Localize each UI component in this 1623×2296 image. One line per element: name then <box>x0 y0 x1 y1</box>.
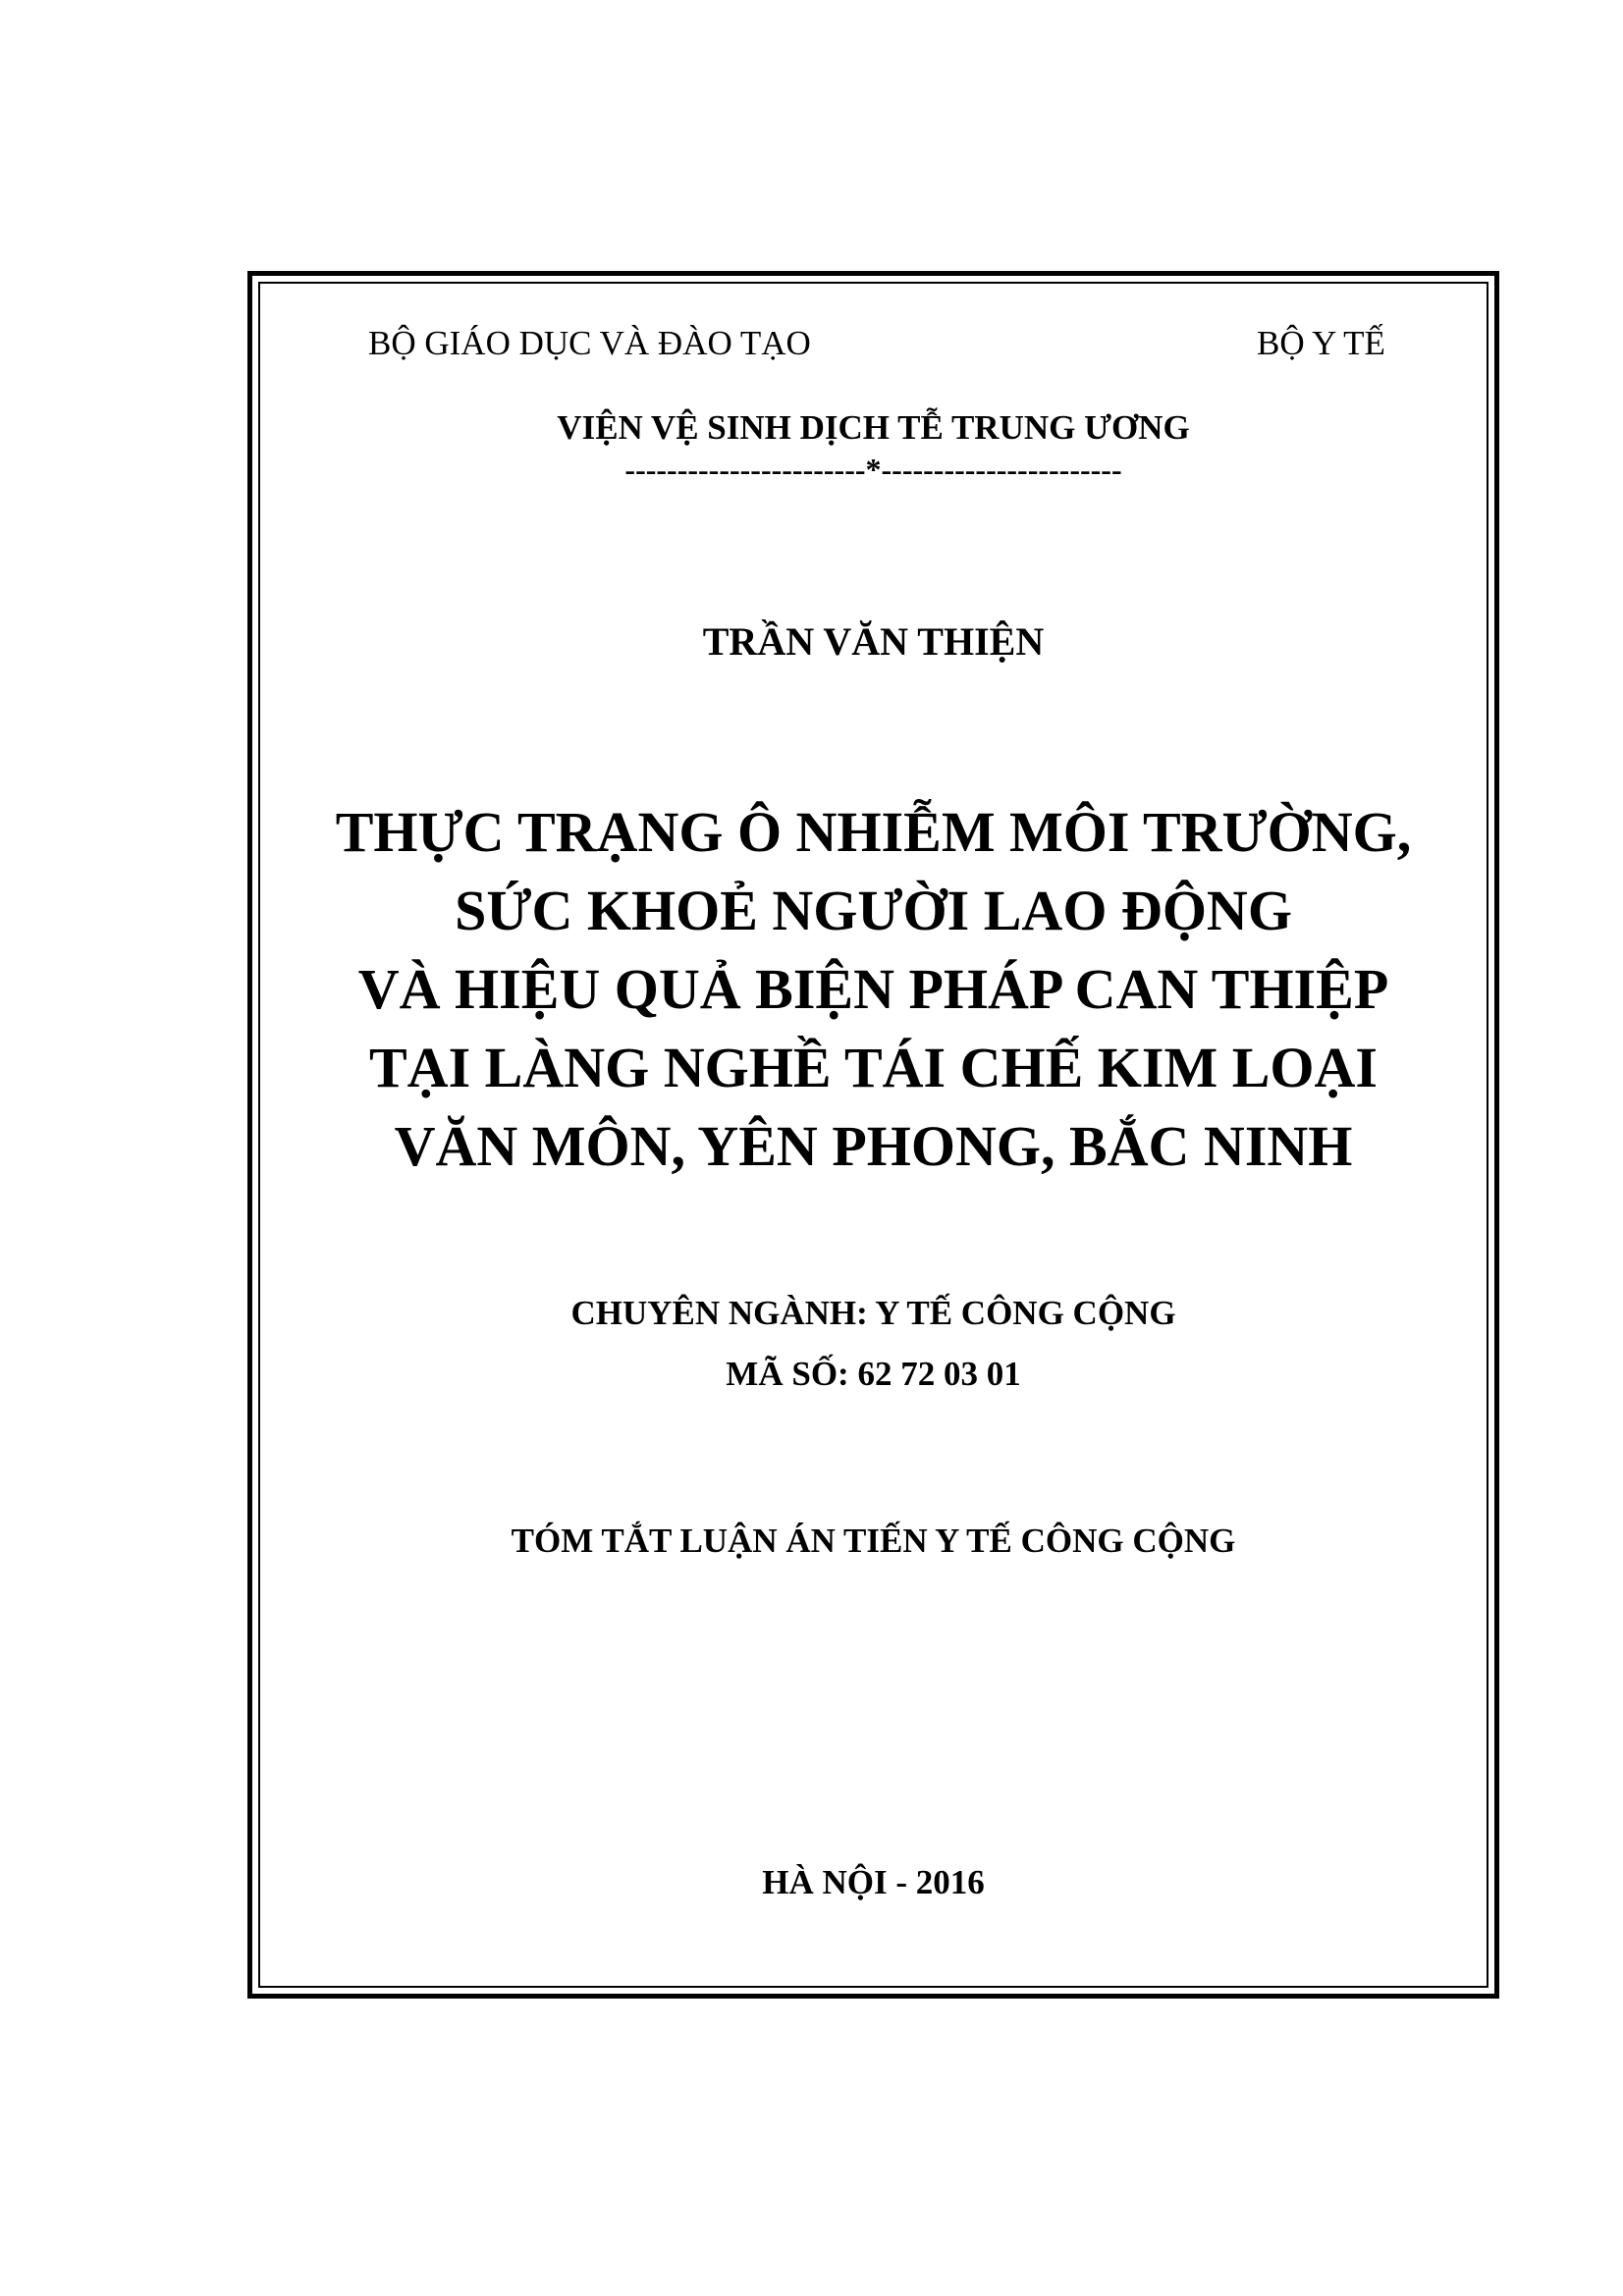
thesis-title-line: VÀ HIỆU QUẢ BIỆN PHÁP CAN THIỆP <box>357 957 1389 1021</box>
place-year: HÀ NỘI - 2016 <box>762 1863 985 1901</box>
thesis-title-line: THỰC TRẠNG Ô NHIỄM MÔI TRƯỜNG, <box>335 800 1412 864</box>
thesis-title-line: TẠI LÀNG NGHỀ TÁI CHẾ KIM LOẠI <box>369 1036 1378 1099</box>
thesis-title <box>258 793 1488 1186</box>
major-code: MÃ SỐ: 62 72 03 01 <box>726 1355 1021 1393</box>
ministry-education-label: BỘ GIÁO DỤC VÀ ĐÀO TẠO <box>368 324 811 362</box>
major-label: CHUYÊN NGÀNH: Y TẾ CÔNG CỘNG <box>570 1294 1176 1332</box>
thesis-title-line: VĂN MÔN, YÊN PHONG, BẮC NINH <box>394 1114 1353 1178</box>
author-name: TRẦN VĂN THIỆN <box>702 619 1045 664</box>
institute-name: VIỆN VỆ SINH DỊCH TỄ TRUNG ƯƠNG <box>557 408 1190 447</box>
thesis-title-line: SỨC KHOẺ NGƯỜI LAO ĐỘNG <box>455 879 1292 942</box>
document-type: TÓM TẮT LUẬN ÁN TIẾN Y TẾ CÔNG CỘNG <box>511 1522 1236 1560</box>
header-divider: -----------------------*----------------------- <box>624 452 1122 487</box>
ministry-health-label: BỘ Y TẾ <box>1257 324 1385 362</box>
